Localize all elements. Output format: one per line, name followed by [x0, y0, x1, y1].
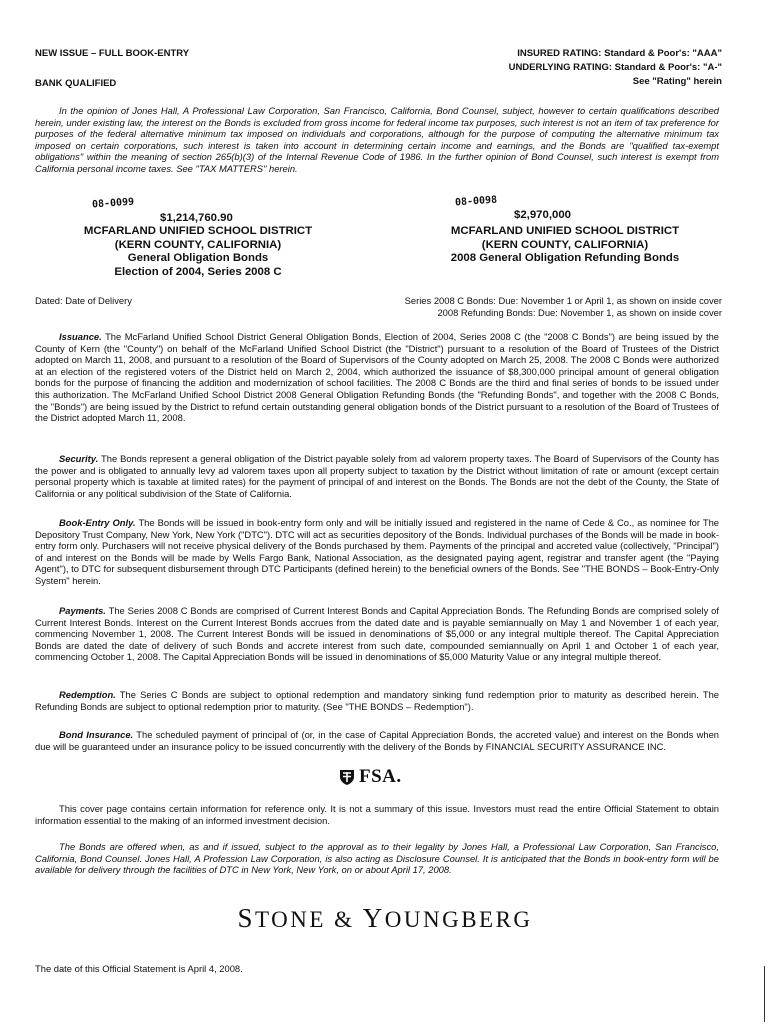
issue-block-left — [48, 225, 348, 279]
bond-title: General Obligation Bonds — [127, 252, 269, 264]
insured-rating: INSURED RATING: Standard & Poor's: "AAA" — [517, 48, 722, 59]
issue-block-right — [405, 225, 725, 266]
cover-note: This cover page contains certain information for reference only. It is not a summary of this issue. Investors must read the entire Official Statement to obtain information essential to the making of an informed investment decision. — [35, 803, 719, 826]
issue-amount-right: $2,970,000 — [514, 209, 572, 221]
dated-date: Dated: Date of Delivery — [35, 295, 132, 306]
payments-section — [35, 605, 719, 663]
scan-edge-line — [764, 966, 765, 1022]
fsa-logo-text: FSA. — [359, 766, 402, 787]
redemption-section — [35, 689, 719, 712]
insurance-section — [35, 729, 719, 752]
issue-amount-left: $1,214,760.90 — [160, 212, 233, 224]
book-entry-heading: Book-Entry Only. — [59, 517, 136, 528]
county-name: (KERN COUNTY, CALIFORNIA) — [481, 238, 649, 251]
book-entry-text: The Bonds will be issued in book-entry form only and will be initially issued and registered in the name of Cede & Co., as nominee for The Depository Trust Company, New York, New York ("DTC"). DTC will act as securities depository of the Bonds. Individual purchases of the Bonds will be made in book-entry form only. Purchasers will not receive physical delivery of the Bonds purchased by them. Payments of the principal and accreted value (collectively, "Principal") of and interest on the Bonds will be made by Wells Fargo Bank, National Association, as the designated paying agent, registrar and transfer agent (the "Paying Agent"), to DTC for subsequent disbursement through DTC Participants (defined herein) to the beneficial owners of the Bonds. See "THE BONDS – Book-Entry-Only System" herein. — [35, 517, 719, 586]
redemption-text: The Series C Bonds are subject to optional redemption and mandatory sinking fund redemption prior to maturity as described herein. The Refunding Bonds are subject to optional redemption prior to maturity. (See "THE BONDS – Redemption"). — [35, 689, 719, 712]
issue-type-label: NEW ISSUE – FULL BOOK-ENTRY — [35, 48, 190, 59]
fsa-shield-icon — [338, 768, 356, 786]
bond-series: Election of 2004, Series 2008 C — [114, 265, 282, 278]
district-name: MCFARLAND UNIFIED SCHOOL DISTRICT — [450, 225, 680, 237]
issuance-text: The McFarland Unified School District General Obligation Bonds, Election of 2004, Series 2008 C (the "2008 C Bonds") are being issued by the County of Kern (the "County") on behalf of the McFarland Unified School District (the "District") pursuant to a resolution of the Board of Trustees of the District adopted on March 11, 2008, and pursuant to a resolution of the Board of Supervisors of the County adopted on March 25, 2008. The 2008 C Bonds were authorized at an election of the registered voters of the District held on March 2, 2004, which authorized the issuance of $8,300,000 principal amount of general obligation bonds for the purpose of financing the addition and modernization of school facilities. The 2008 C Bonds are the third and final series of bonds to be issued under this authorization. The McFarland Unified School District 2008 General Obligation Refunding Bonds (the "Refunding Bonds", and together with the 2008 C Bonds, the "Bonds") are being issued by the District to refund certain outstanding general obligation bonds of the District pursuant to a resolution of the Board of Trustees of the District adopted March 11, 2008. — [35, 331, 720, 424]
underlying-rating: UNDERLYING RATING: Standard & Poor's: "A-" — [508, 62, 722, 73]
statement-date: The date of this Official Statement is April 4, 2008. — [35, 963, 243, 974]
bond-title: 2008 General Obligation Refunding Bonds — [450, 252, 680, 264]
district-name: MCFARLAND UNIFIED SCHOOL DISTRICT — [83, 225, 313, 237]
redemption-heading: Redemption. — [59, 689, 116, 700]
bank-qualified-label: BANK QUALIFIED — [35, 78, 117, 89]
underwriter-name: STONE & YOUNGBERG — [237, 903, 533, 933]
insurance-heading: Bond Insurance. — [59, 729, 134, 740]
handwritten-note-right: 08-0098 — [454, 194, 498, 209]
county-name: (KERN COUNTY, CALIFORNIA) — [114, 238, 282, 251]
book-entry-section — [35, 517, 719, 587]
security-text: The Bonds represent a general obligation of the District payable solely from ad valorem property taxes. The Board of Supervisors of the County has the power and is obligated to annually levy ad valorem taxes upon all property subject to taxation by the District without limitation of rate or amount (except certain personal property which is taxable at limited rates) for the payment of principal of and interest on the Bonds. The Bonds are not the debt of the County, the State of California or any political subdivision of the State of California. — [35, 453, 720, 499]
insurance-text: The scheduled payment of principal of (or, in the case of Capital Appreciation Bonds, the accreted value) and interest on the Bonds when due will be guaranteed under an insurance policy to be issued concurrently with the delivery of the Bonds by FINANCIAL SECURITY ASSURANCE INC. — [35, 729, 719, 752]
rating-reference: See "Rating" herein — [632, 76, 722, 87]
issuance-section — [35, 331, 719, 424]
issuance-heading: Issuance. — [59, 331, 102, 342]
payments-text: The Series 2008 C Bonds are comprised of Current Interest Bonds and Capital Appreciation Bonds. The Refunding Bonds are comprised solely of Current Interest Bonds. Interest on the Current Interest Bonds accrues from the dated date and is payable semiannually on May 1 and November 1 of each year, commencing November 1, 2008. The Current Interest Bonds will be issued in denominations of $5,000 or any integral multiple thereof. The Capital Appreciation Bonds are dated the date of delivery of such Bonds and accrete interest from such date, compounded semiannually on April 1 and October 1 of each year, commencing October 1, 2008. The Capital Appreciation Bonds will be issued in denominations of $5,000 Maturity Value or any integral multiple thereof. — [35, 605, 719, 663]
payments-heading: Payments. — [59, 605, 106, 616]
security-section — [35, 453, 719, 499]
handwritten-note-left: 08-0099 — [91, 196, 135, 211]
fsa-logo — [338, 766, 402, 788]
maturity-refunding: 2008 Refunding Bonds: Due: November 1, as shown on inside cover — [437, 307, 722, 318]
maturity-2008c: Series 2008 C Bonds: Due: November 1 or April 1, as shown on inside cover — [404, 295, 722, 306]
tax-opinion-paragraph: In the opinion of Jones Hall, A Professional Law Corporation, San Francisco, California, Bond Counsel, subject, however to certain qualifications described herein, under existing law, the interest on the Bonds is excluded from gross income for federal income tax purposes, such interest is not an item of tax preference for purposes of the federal alternative minimum tax imposed on individuals and corporations, although for the purpose of computing the alternative minimum tax imposed on certain corporations, such interest is taken into account in determining certain income and earnings, and the Bonds are "qualified tax-exempt obligations" within the meaning of section 265(b)(3) of the Internal Revenue Code of 1986. In the further opinion of Bond Counsel, such interest is exempt from California personal income taxes. See "TAX MATTERS" herein. — [35, 105, 719, 174]
offering-paragraph: The Bonds are offered when, as and if issued, subject to the approval as to their legality by Jones Hall, a Professional Law Corporation, San Francisco, California, Bond Counsel. Jones Hall, A Profession Law Corporation, is also acting as Disclosure Counsel. It is anticipated that the Bonds in book-entry form will be available for delivery through the facilities of DTC in New York, New York, on or about April 17, 2008. — [35, 841, 719, 876]
security-heading: Security. — [59, 453, 99, 464]
